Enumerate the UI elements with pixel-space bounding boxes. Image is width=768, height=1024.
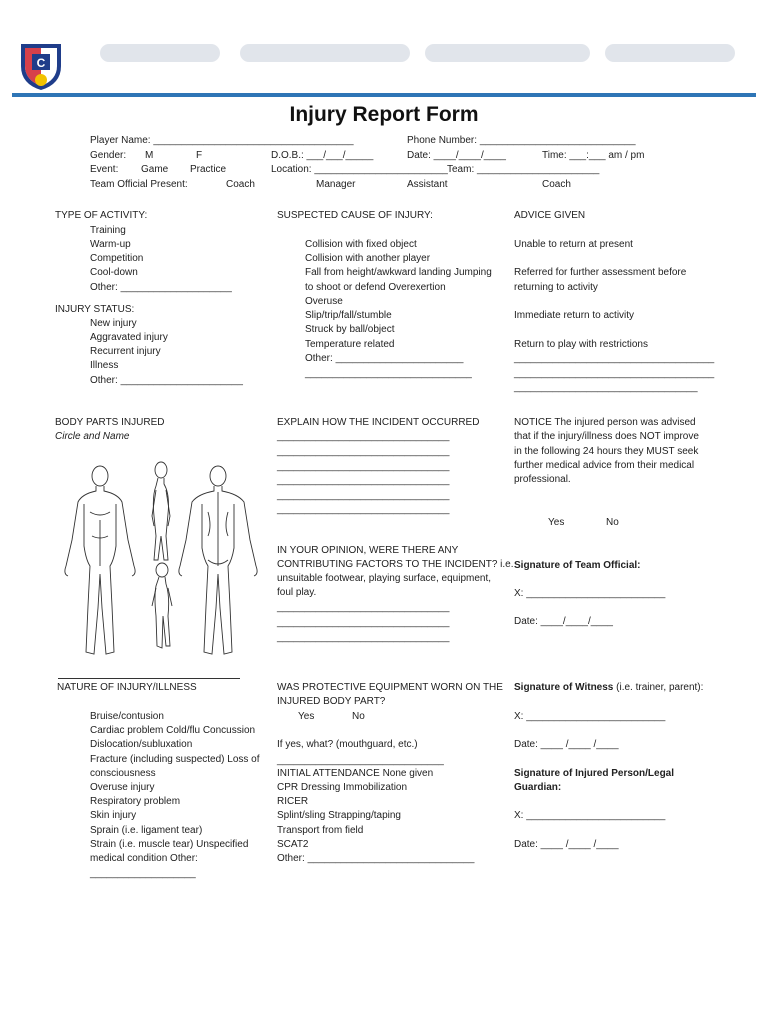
cause-other-field[interactable]: Other: _______________________ [305, 353, 464, 364]
sig-official-date-field[interactable]: Date: ____/____/____ [514, 616, 613, 627]
phone-field[interactable]: Phone Number: ____________________________ [407, 135, 636, 146]
banner-blur [605, 44, 735, 62]
nature-option[interactable]: Bruise/contusion [90, 711, 164, 722]
attendance-option[interactable]: RICER [277, 796, 309, 807]
factors-question: IN YOUR OPINION, WERE THERE ANY [277, 545, 459, 556]
nature-other-field[interactable]: ___________________ [90, 868, 196, 879]
activity-option[interactable]: Cool-down [90, 267, 138, 278]
explain-heading: EXPLAIN HOW THE INCIDENT OCCURRED [277, 417, 480, 428]
sig-witness-date-field[interactable]: Date: ____ /____ /____ [514, 739, 619, 750]
advice-blank-line[interactable]: ____________________________________ [514, 353, 715, 364]
official-present-label: Team Official Present: [90, 179, 188, 190]
status-option[interactable]: Illness [90, 360, 119, 371]
factors-question: unsuitable footwear, playing surface, equipment, [277, 573, 492, 584]
sig-injured-heading: Signature of Injured Person/Legal [514, 768, 675, 779]
advice-option-cont: returning to activity [514, 282, 598, 293]
status-option[interactable]: Recurrent injury [90, 346, 161, 357]
activity-other-field[interactable]: Other: ____________________ [90, 282, 232, 293]
cause-option[interactable]: Collision with another player [305, 253, 431, 264]
gender-m-option[interactable]: M [145, 150, 154, 161]
banner-blur [425, 44, 590, 62]
activity-option[interactable]: Warm-up [90, 239, 131, 250]
protective-ifyes-label: If yes, what? (mouthguard, etc.) [277, 739, 418, 750]
team-field[interactable]: Team: ______________________ [447, 164, 600, 175]
protective-question: INJURED BODY PART? [277, 696, 386, 707]
org-logo [18, 40, 64, 92]
cause-option[interactable]: Fall from height/awkward landing Jumping [305, 267, 492, 278]
explain-line[interactable]: _______________________________ [277, 461, 450, 472]
body-parts-name-line[interactable] [58, 678, 240, 679]
official-manager-option[interactable]: Manager [316, 179, 356, 190]
cause-option[interactable]: Slip/trip/fall/stumble [305, 310, 392, 321]
protective-yes-option[interactable]: Yes [298, 711, 315, 722]
nature-option[interactable]: Strain (i.e. muscle tear) Unspecified [90, 839, 249, 850]
factors-line[interactable]: _______________________________ [277, 602, 450, 613]
cause-option[interactable]: to shoot or defend Overexertion [305, 282, 446, 293]
attendance-other-field[interactable]: Other: ______________________________ [277, 853, 475, 864]
cause-option[interactable]: Overuse [305, 296, 343, 307]
nature-option[interactable]: Skin injury [90, 810, 137, 821]
side-body-figure [152, 462, 170, 560]
notice-no-option[interactable]: No [606, 517, 619, 528]
sig-injured-heading-cont: Guardian: [514, 782, 562, 793]
side-body-figure-small [152, 563, 172, 648]
official-assistant-option[interactable]: Assistant [407, 179, 448, 190]
notice-yes-option[interactable]: Yes [548, 517, 565, 528]
protective-question: WAS PROTECTIVE EQUIPMENT WORN ON THE [277, 682, 503, 693]
explain-line[interactable]: _______________________________ [277, 475, 450, 486]
banner-blur [100, 44, 220, 62]
notice-text: NOTICE The injured person was advised [514, 417, 696, 428]
factors-line[interactable]: _______________________________ [277, 632, 450, 643]
notice-text: in the following 24 hours they MUST seek [514, 446, 699, 457]
nature-option[interactable]: Cardiac problem Cold/flu Concussion [90, 725, 256, 736]
nature-option[interactable]: Respiratory problem [90, 796, 181, 807]
notice-text: further medical advice from their medical [514, 460, 695, 471]
protective-ifyes-field[interactable]: ______________________________ [277, 755, 444, 766]
gender-f-option[interactable]: F [196, 150, 203, 161]
advice-heading: ADVICE GIVEN [514, 210, 586, 221]
player-name-field[interactable]: Player Name: ____________________________________ [90, 135, 354, 146]
front-body-figure [65, 466, 135, 654]
nature-option[interactable]: Fracture (including suspected) Loss of [90, 754, 260, 765]
official-coach-option[interactable]: Coach [226, 179, 255, 190]
cause-blank-line[interactable]: ______________________________ [305, 368, 472, 379]
explain-line[interactable]: _______________________________ [277, 431, 450, 442]
sig-witness-x-field[interactable]: X: _________________________ [514, 711, 666, 722]
attendance-option[interactable]: CPR Dressing Immobilization [277, 782, 408, 793]
activity-heading: TYPE OF ACTIVITY: [55, 210, 148, 221]
back-body-figure [179, 466, 257, 654]
notice-text: that if the injury/illness does NOT improve [514, 431, 699, 442]
cause-option[interactable]: Collision with fixed object [305, 239, 417, 250]
advice-blank-line[interactable]: ____________________________________ [514, 368, 715, 379]
advice-option[interactable]: Immediate return to activity [514, 310, 635, 321]
advice-option[interactable]: Return to play with restrictions [514, 339, 648, 350]
advice-blank-line[interactable]: _________________________________ [514, 382, 698, 393]
gender-label: Gender: [90, 150, 127, 161]
location-field[interactable]: Location: ________________________ [271, 164, 448, 175]
notice-text: professional. [514, 474, 571, 485]
activity-option[interactable]: Training [90, 225, 126, 236]
explain-line[interactable]: _______________________________ [277, 490, 450, 501]
nature-option[interactable]: Dislocation/subluxation [90, 739, 193, 750]
banner-blur [240, 44, 410, 62]
protective-no-option[interactable]: No [352, 711, 365, 722]
header-rule [12, 93, 756, 97]
factors-question: foul play. [277, 587, 317, 598]
sig-witness-note: (i.e. trainer, parent): [613, 682, 704, 693]
event-practice-option[interactable]: Practice [190, 164, 227, 175]
status-option[interactable]: Aggravated injury [90, 332, 168, 343]
body-diagram[interactable] [58, 456, 264, 664]
date-field[interactable]: Date: ____/____/____ [407, 150, 506, 161]
activity-option[interactable]: Competition [90, 253, 144, 264]
nature-heading: NATURE OF INJURY/ILLNESS [57, 682, 197, 693]
sig-official-heading: Signature of Team Official: [514, 560, 641, 571]
sig-injured-date-field[interactable]: Date: ____ /____ /____ [514, 839, 619, 850]
time-field[interactable]: Time: ___:___ am / pm [542, 150, 645, 161]
svg-text:C: C [36, 56, 46, 70]
status-other-field[interactable]: Other: ______________________ [90, 375, 243, 386]
attendance-option[interactable]: Splint/sling Strapping/taping [277, 810, 401, 821]
dob-field[interactable]: D.O.B.: ___/___/_____ [271, 150, 374, 161]
attendance-option[interactable]: Transport from field [277, 825, 364, 836]
event-label: Event: [90, 164, 119, 175]
sig-official-x-field[interactable]: X: _________________________ [514, 588, 666, 599]
nature-option-cont: consciousness [90, 768, 156, 779]
form-title: Injury Report Form [289, 103, 479, 126]
nature-option-cont: medical condition Other: [90, 853, 198, 864]
factors-line[interactable]: _______________________________ [277, 617, 450, 628]
sig-witness-heading: Signature of Witness [514, 682, 614, 693]
attendance-option[interactable]: SCAT2 [277, 839, 309, 850]
sig-injured-x-field[interactable]: X: _________________________ [514, 810, 666, 821]
explain-line[interactable]: _______________________________ [277, 446, 450, 457]
sig-witness-label [514, 681, 703, 695]
official-coach2-option[interactable]: Coach [542, 179, 571, 190]
body-parts-subheading: Circle and Name [55, 431, 130, 442]
nature-option[interactable]: Overuse injury [90, 782, 155, 793]
cause-option[interactable]: Struck by ball/object [305, 324, 395, 335]
cause-option[interactable]: Temperature related [305, 339, 395, 350]
advice-option[interactable]: Unable to return at present [514, 239, 633, 250]
attendance-option[interactable]: INITIAL ATTENDANCE None given [277, 768, 434, 779]
status-option[interactable]: New injury [90, 318, 137, 329]
advice-option[interactable]: Referred for further assessment before [514, 267, 687, 278]
cause-heading: SUSPECTED CAUSE OF INJURY: [277, 210, 433, 221]
explain-line[interactable]: _______________________________ [277, 504, 450, 515]
body-parts-heading: BODY PARTS INJURED [55, 417, 165, 428]
event-game-option[interactable]: Game [141, 164, 169, 175]
factors-question: CONTRIBUTING FACTORS TO THE INCIDENT? i.e. [277, 559, 514, 570]
nature-option[interactable]: Sprain (i.e. ligament tear) [90, 825, 203, 836]
status-heading: INJURY STATUS: [55, 304, 135, 315]
